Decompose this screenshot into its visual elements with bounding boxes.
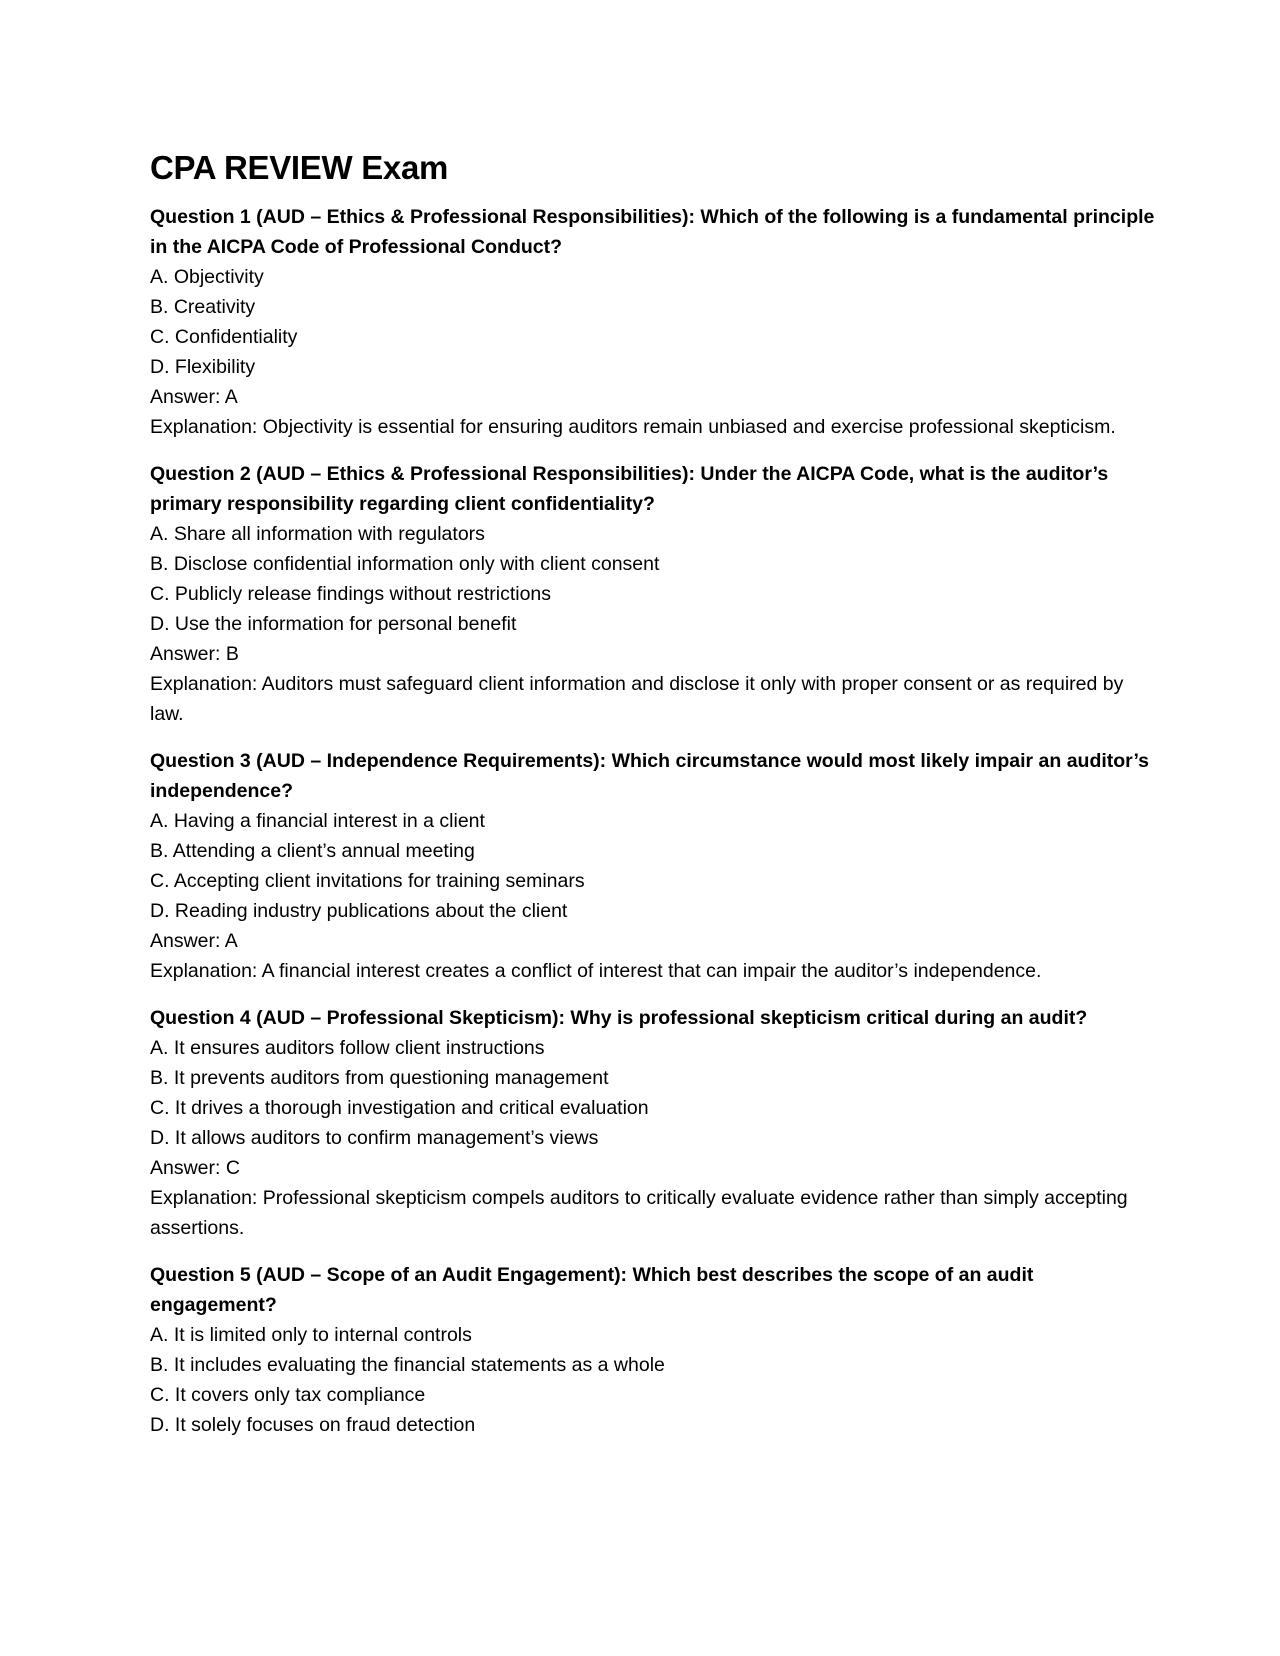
explanation: Explanation: A financial interest creates a conflict of interest that can impair the auditor’s independence. <box>150 960 1042 982</box>
option-b: B. It prevents auditors from questioning management <box>150 1067 609 1089</box>
question-5 <box>150 1260 1160 1440</box>
option-c: C. Confidentiality <box>150 326 298 348</box>
question-1 <box>150 202 1160 442</box>
answer: Answer: B <box>150 643 239 665</box>
document-title: CPA REVIEW Exam <box>150 149 449 186</box>
option-d: D. Flexibility <box>150 356 256 378</box>
option-c: C. It drives a thorough investigation and critical evaluation <box>150 1097 649 1119</box>
answer: Answer: A <box>150 386 238 408</box>
option-a: A. Objectivity <box>150 266 264 288</box>
option-a: A. Share all information with regulators <box>150 523 485 545</box>
option-c: C. Publicly release findings without restrictions <box>150 583 552 605</box>
question-text: Question 4 (AUD – Professional Skepticism): Why is professional skepticism critical during an audit? <box>150 1007 1088 1029</box>
question-text: Question 1 (AUD – Ethics & Professional Responsibilities): Which of the following is a fundamental principle in the AICPA Code of Professional Conduct? <box>150 206 1155 258</box>
option-d: D. Reading industry publications about the client <box>150 900 568 922</box>
explanation: Explanation: Objectivity is essential for ensuring auditors remain unbiased and exercise professional skepticism. <box>150 416 1116 438</box>
answer: Answer: A <box>150 930 238 952</box>
question-text: Question 3 (AUD – Independence Requirements): Which circumstance would most likely impair an auditor’s independence? <box>150 750 1150 802</box>
option-c: C. Accepting client invitations for training seminars <box>150 870 585 892</box>
explanation: Explanation: Auditors must safeguard client information and disclose it only with proper consent or as required by law. <box>150 673 1124 725</box>
document-page <box>150 148 1160 1457</box>
option-b: B. Creativity <box>150 296 256 318</box>
option-c: C. It covers only tax compliance <box>150 1384 426 1406</box>
option-b: B. Attending a client’s annual meeting <box>150 840 475 862</box>
question-2 <box>150 459 1160 729</box>
option-a: A. It is limited only to internal controls <box>150 1324 472 1346</box>
question-3 <box>150 746 1160 986</box>
answer: Answer: C <box>150 1157 240 1179</box>
option-a: A. It ensures auditors follow client instructions <box>150 1037 545 1059</box>
option-d: D. It allows auditors to confirm management’s views <box>150 1127 599 1149</box>
option-d: D. It solely focuses on fraud detection <box>150 1414 476 1436</box>
option-b: B. It includes evaluating the financial statements as a whole <box>150 1354 665 1376</box>
option-d: D. Use the information for personal benefit <box>150 613 517 635</box>
option-b: B. Disclose confidential information only with client consent <box>150 553 660 575</box>
question-text: Question 5 (AUD – Scope of an Audit Engagement): Which best describes the scope of an audit engagement? <box>150 1264 1034 1316</box>
question-text: Question 2 (AUD – Ethics & Professional Responsibilities): Under the AICPA Code, what is the auditor’s primary responsibility regarding client confidentiality? <box>150 463 1109 515</box>
explanation: Explanation: Professional skepticism compels auditors to critically evaluate evidence rather than simply accepting assertions. <box>150 1187 1128 1239</box>
question-4 <box>150 1003 1160 1243</box>
option-a: A. Having a financial interest in a client <box>150 810 485 832</box>
